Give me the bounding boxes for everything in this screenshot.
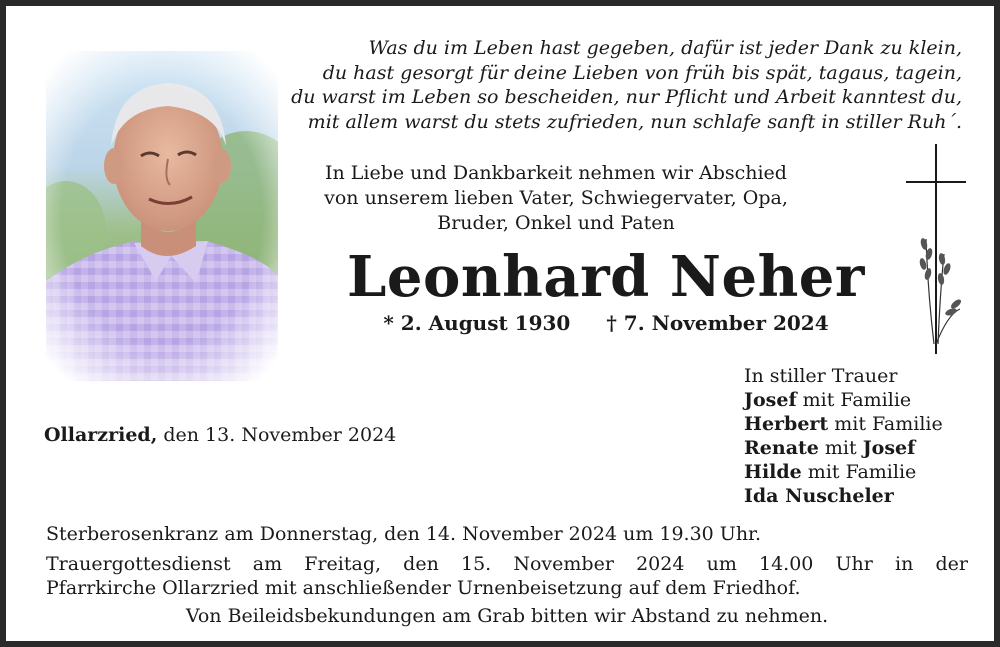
mourner-entry xyxy=(744,484,943,508)
rosary-info: Sterberosenkranz am Donnerstag, den 14. November 2024 um 19.30 Uhr. xyxy=(46,523,762,545)
mourner-name: Ida Nuscheler xyxy=(744,485,894,507)
deceased-name: Leonhard Neher xyxy=(347,244,865,310)
mourner-entry xyxy=(744,412,943,436)
poem-line: mit allem warst du stets zufrieden, nun schlafe sanft in stiller Ruh´. xyxy=(307,110,962,133)
birth-date: * 2. August 1930 xyxy=(383,311,571,335)
mourner-entry xyxy=(744,388,943,412)
notice-date: den 13. November 2024 xyxy=(163,424,397,446)
life-dates xyxy=(366,311,846,335)
mourner-name: Herbert xyxy=(744,413,829,435)
mourner-name: Josef xyxy=(744,389,797,411)
intro-line: Bruder, Onkel und Paten xyxy=(437,212,675,234)
mourner-entry xyxy=(744,460,943,484)
mourners-list xyxy=(744,364,943,508)
poem-line: Was du im Leben hast gegeben, dafür ist jeder Dank zu klein, xyxy=(368,37,962,59)
poem-line: du warst im Leben so bescheiden, nur Pflicht und Arbeit kanntest du, xyxy=(291,86,962,108)
service-details xyxy=(46,522,968,628)
mourner-suffix: mit Familie xyxy=(796,389,912,411)
mourner-entry xyxy=(744,436,943,460)
intro-line: In Liebe und Dankbarkeit nehmen wir Abschied xyxy=(325,162,787,184)
funeral-service-info-cont: Pfarrkirche Ollarzried mit anschließender Urnenbeisetzung auf dem Friedhof. xyxy=(46,577,801,599)
town: Ollarzried, xyxy=(44,424,158,446)
death-date: † 7. November 2024 xyxy=(606,311,829,335)
mourner-suffix: mit Familie xyxy=(828,413,943,435)
mourner-name: Renate xyxy=(744,437,819,459)
memorial-poem xyxy=(242,36,962,134)
condolence-note: Von Beileidsbekundungen am Grab bitten wir Abstand zu nehmen. xyxy=(185,605,829,627)
mourner-partner: Josef xyxy=(862,437,916,459)
poem-line: du hast gesorgt für deine Lieben von früh bis spät, tagaus, tagein, xyxy=(322,61,962,84)
cross-with-wheat-icon xyxy=(904,144,968,356)
mourner-suffix: mit xyxy=(818,437,863,459)
funeral-service-info: Trauergottesdienst am Freitag, den 15. November 2024 um 14.00 Uhr in der xyxy=(46,553,968,575)
mourner-name: Hilde xyxy=(744,461,802,483)
intro-line: von unserem lieben Vater, Schwiegervater, Opa, xyxy=(324,187,788,209)
farewell-intro xyxy=(306,161,806,236)
mourners-heading: In stiller Trauer xyxy=(744,365,898,387)
mourner-suffix: mit Familie xyxy=(801,461,917,483)
place-and-date xyxy=(44,424,396,446)
